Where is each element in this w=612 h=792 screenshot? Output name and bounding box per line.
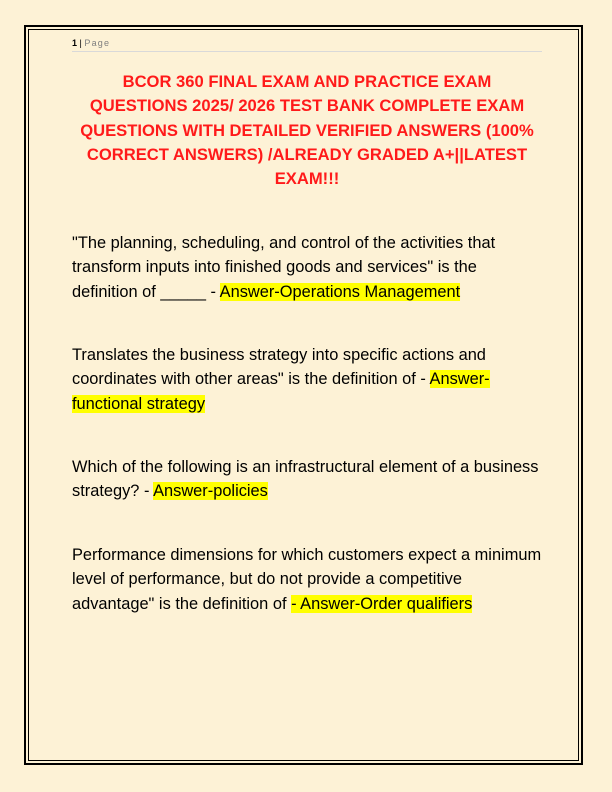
qa-item <box>72 343 547 416</box>
page-label: Page <box>84 38 111 48</box>
question-text: Translates the business strategy into specific actions and coordinates with other areas" is the definition of - <box>72 346 486 389</box>
question-text: Which of the following is an infrastructural element of a business strategy? - <box>72 458 539 501</box>
qa-item <box>72 455 547 504</box>
question-text: "The planning, scheduling, and control of the activities that transform inputs into finished goods and services" is the definition of _____ - <box>72 234 496 301</box>
qa-item <box>72 543 547 616</box>
answer-text: Answer-Operations Management <box>219 282 461 301</box>
page-number: 1 <box>72 38 78 48</box>
page-separator: | <box>79 38 82 48</box>
answer-text: Answer-functional strategy <box>72 370 490 413</box>
answer-text: - Answer-Order qualifiers <box>291 594 473 613</box>
document-title: BCOR 360 FINAL EXAM AND PRACTICE EXAM QUESTIONS 2025/ 2026 TEST BANK COMPLETE EXAM QUESTIONS WITH DETAILED VERIFIED ANSWERS (100% CORRECT ANSWERS) /ALREADY GRADED A+||LATEST EXAM!!! <box>80 72 534 189</box>
answer-text: Answer-policies <box>153 482 268 501</box>
question-text: Performance dimensions for which customers expect a minimum level of performance, but do not provide a competitive advantage" is the definition of <box>72 546 542 613</box>
qa-item <box>72 231 547 304</box>
page-header <box>72 37 542 52</box>
